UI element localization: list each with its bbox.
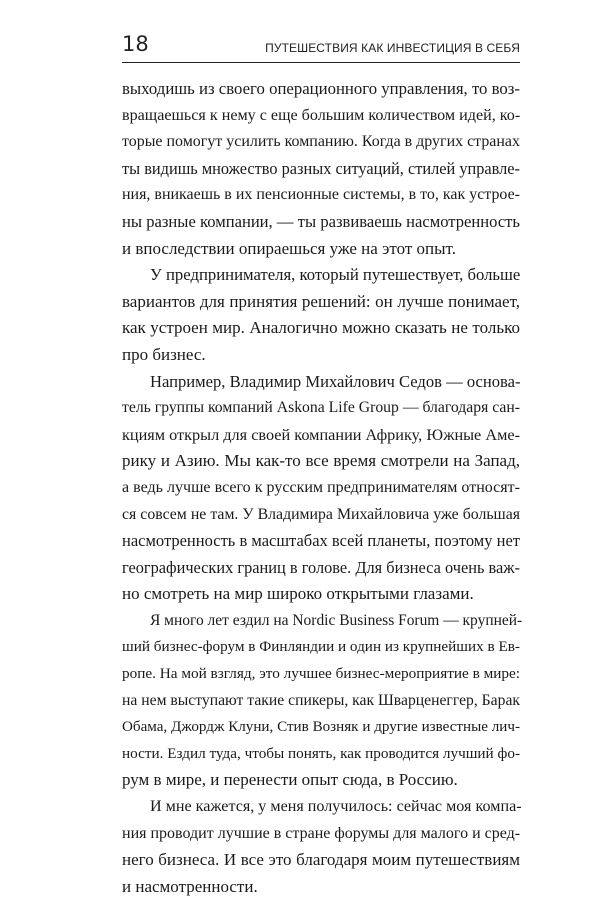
text-line: ся совсем не там. У Владимира Михайловича уже большая [122,505,520,523]
text-line: про бизнес. [122,344,206,364]
paragraph [122,794,520,900]
running-title: ПУТЕШЕСТВИЯ КАК ИНВЕСТИЦИЯ В СЕБЯ [265,41,520,55]
page-header [122,28,520,63]
text-line: него бизнеса. И все это благодаря моим путешествиям [122,850,520,870]
text-line: Например, Владимир Михайлович Седов — основа- [150,371,521,391]
text-line: ший бизнес-форум в Финляндии и один из крупнейших в Ев- [122,638,520,656]
text-line: географических границ в голове. Для бизнеса очень важ- [122,557,520,577]
text-line: ния, вникаешь в их пенсионные системы, в то, как устрое- [122,186,520,204]
text-line: вращаешься к нему с еще большим количеством идей, ко- [122,106,521,124]
body-text [122,76,523,900]
text-line: как устроен мир. Аналогично можно сказать не только [122,318,520,338]
text-line: и впоследствии опираешься уже на этот опыт. [122,238,456,258]
text-line: ния проводит лучшие в стране форумы для малого и сред- [122,824,521,842]
paragraph [122,76,520,262]
text-line: Обама, Джордж Клуни, Стив Возняк и другие известные лич- [122,719,520,736]
text-line: но смотреть на мир широко открытыми глазами. [122,584,474,604]
text-line: вариантов для принятия решений: он лучше понимает, [122,291,520,311]
text-line: а ведь лучше всего к русским предпринимателям относят- [122,478,520,496]
text-line: тель группы компаний Askona Life Group — благодаря сан- [122,399,520,417]
text-line: и насмотренности. [122,876,258,896]
paragraph [122,369,520,608]
text-line: рум в мире, и перенести опыт сюда, в Россию. [122,770,458,790]
text-line: насмотренность в масштабах всей планеты, поэтому нет [122,531,520,551]
text-line: ты видишь множество разных ситуаций, стилей управле- [122,158,520,178]
page-number: 18 [122,32,149,56]
text-line: И мне кажется, у меня получилось: сейчас моя компа- [150,798,522,816]
text-line: на нем выступают такие спикеры, как Шварценеггер, Барак [122,691,520,709]
text-line: ны разные компании, — ты развиваешь насмотренность [122,211,520,231]
text-line: выходишь из своего операционного управления, то воз- [122,79,520,98]
text-line: Я много лет ездил на Nordic Business Forum — крупней- [150,611,523,629]
paragraph [122,608,523,794]
text-line: ности. Ездил туда, чтобы понять, как проводится лучший фо- [122,744,520,762]
text-line: рику и Азию. Мы как-то все время смотрели на Запад, [122,451,520,471]
text-line: кциям открыл для своей компании Африку, Южные Аме- [122,425,520,444]
text-line: У предпринимателя, который путешествует, больше [150,265,521,285]
text-line: торые помогут усилить компанию. Когда в других странах [122,133,520,151]
paragraph [122,262,520,368]
text-line: ропе. На мой взгляд, это лучшее бизнес-мероприятие в мире: [122,665,520,683]
